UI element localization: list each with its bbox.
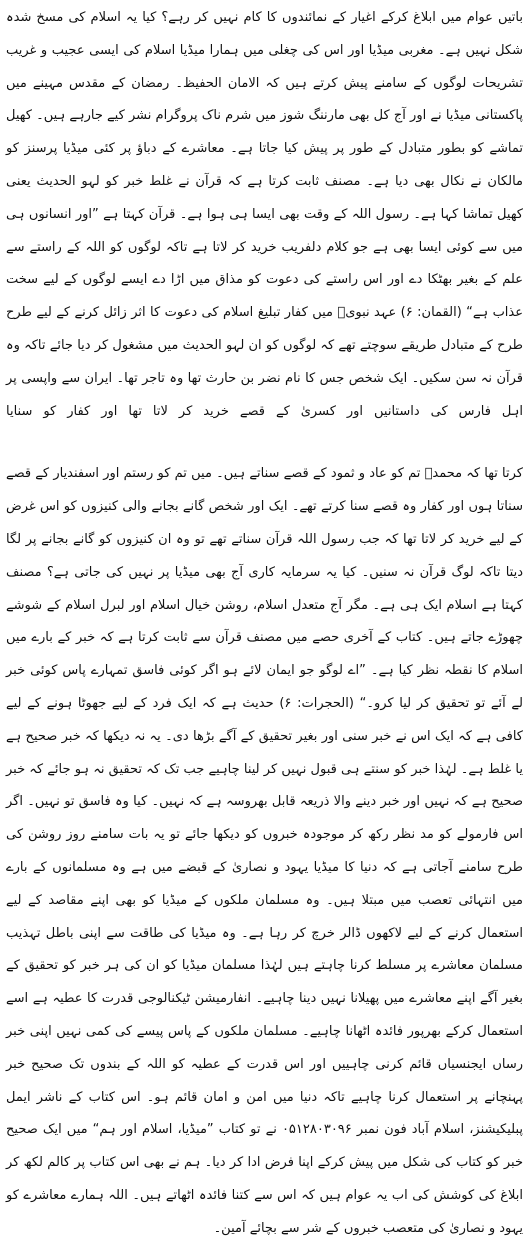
article-page [6,2,524,1236]
article-paragraph-2: کرتا تھا کہ محمدؐ تم کو عاد و ثمود کے قصے سناتے ہیں۔ میں تم کو رستم اور اسفندیار کے قصے سناتا ہوں اور کفار وہ قصے سنا کرتے تھے۔ ایک اور شخص گانے بجانے والی کنیزوں کو اس غرض کے لیے خرید کر لاتا تھا کہ جب رسول اللہ قرآن سناتے تھے تو وہ ان کنیزوں کو گانے بجانے پر لگا دیتا تاکہ لوگ قرآن نہ سنیں۔ کیا یہ سرمایہ کاری آج بھی میڈیا پر نہیں کی جاتی ہے؟ مصنف کہتا ہے اسلام ایک ہی ہے۔ مگر آج متعدل اسلام، روشن خیال اسلام اور لبرل اسلام کے شوشے چھوڑے جاتے ہیں۔ کتاب کے آخری حصے میں مصنف قرآن سے ثابت کرتا ہے کہ خبر کے بارے میں اسلام کا نقطہ نظر کیا ہے۔ ”اے لوگو جو ایمان لائے ہو اگر کوئی فاسق تمہارے پاس کوئی خبر لے آئے تو تحقیق کر لیا کرو۔“ (الحجرات: ۶) حدیث ہے کہ ایک فرد کے لیے جھوٹا ہونے کے لیے کافی ہے کہ ایک اس نے خبر سنی اور بغیر تحقیق کے آگے بڑھا دی۔ یہ نہ دیکھا کہ خبر صحیح ہے یا غلط ہے۔ لہٰذا خبر کو سنتے ہی قبول نہیں کر لینا چاہیے جب تک کہ تحقیق نہ ہو جائے کہ خبر صحیح ہے کہ نہیں اور خبر دینے والا ذریعہ قابل بھروسہ ہے کہ نہیں۔ کیا وہ فاسق تو نہیں۔ اگر اس فارمولے کو مد نظر رکھ کر موجودہ خبروں کو دیکھا جائے تو یہ بات سامنے روز روشن کی طرح سامنے آجاتی ہے کہ دنیا کا میڈیا یہود و نصاریٰ کے قبضے میں ہے وہ مسلمانوں کے بارے میں انتہائی تعصب میں مبتلا ہیں۔ وہ مسلمان ملکوں کے میڈیا کو بھی اپنے مقاصد کے لیے استعمال کرنے کے لیے لاکھوں ڈالر خرچ کر رہا ہے۔ وہ میڈیا کی طاقت سے اپنی باطل تہذیب مسلمان معاشرے پر مسلط کرنا چاہتے ہیں لہٰذا مسلمان میڈیا کو ان کی ہر خبر کو تحقیق کے بغیر آگے اپنے معاشرے میں پھیلانا نہیں دینا چاہیے۔ انفارمیشن ٹیکنالوجی قدرت کا عطیہ ہے اسے استعمال کرکے بھرپور فائدہ اٹھانا چاہیے۔ مسلمان ملکوں کے پاس پیسے کی کمی نہیں اپنی خبر رساں ایجنسیاں قائم کرنی چاہییں اور اس قدرت کے عطیہ کو اللہ کے بندوں تک صحیح خبر پہنچانے پر استعمال کرنا چاہیے تاکہ دنیا میں امن و امان قائم ہو۔ اس کتاب کے ناشر ایمل پبلیکیشنز، اسلام آباد فون نمبر ۰۵۱۲۸۰۳۰۹۶ نے تو کتاب ”میڈیا، اسلام اور ہم“ میں ایک صحیح خبر کو کتاب کی شکل میں پیش کرکے اپنا فرض ادا کر دیا۔ ہم نے بھی اس کتاب پر کالم لکھ کر ابلاغ کی کوشش کی اب یہ عوام ہیں کہ اس سے کتنا فائدہ اٹھاتے ہیں۔ اللہ ہمارے معاشرے کو یہود و نصاریٰ کی متعصب خبروں کے شر سے بچائے آمین۔ [6,466,524,1236]
article-paragraph-1: باتیں عوام میں ابلاغ کرکے اغیار کے نمائندوں کا کام نہیں کر رہے؟ کیا یہ اسلام کی مسخ شدہ شکل نہیں ہے۔ مغربی میڈیا اور اس کی چغلی میں ہمارا میڈیا اسلام کی ایسی عجیب و غریب تشریحات لوگوں کے سامنے پیش کرتے ہیں کہ الامان الحفیظ۔ رمضان کے مقدس مہینے میں پاکستانی میڈیا نے اور آج کل بھی مارننگ شوز میں شرم ناک پروگرام نشر کیے جارہے ہیں۔ کھیل تماشے کو بطور متبادل کے طور پر پیش کیا جاتا ہے۔ معاشرے کے دباؤ پر کئی میڈیا پرسنز کو مالکان نے نکال بھی دیا ہے۔ مصنف ثابت کرتا ہے کہ قرآن نے غلط خبر کو لہو الحدیث یعنی کھیل تماشا کہا ہے۔ رسول اللہ کے وقت بھی ایسا ہی ہوا ہے۔ قرآن کہتا ہے ”اور انسانوں ہی میں سے کوئی ایسا بھی ہے جو کلام دلفریب خرید کر لاتا ہے تاکہ لوگوں کو اللہ کے راستے سے علم کے بغیر بھٹکا دے اور اس راستے کی دعوت کو مذاق میں اڑا دے ایسے لوگوں کے لیے سخت عذاب ہے“ (القمان: ۶) عہد نبویؐ میں کفار تبلیغ اسلام کی دعوت کا اثر زائل کرنے کے لیے طرح طرح کے متبادل طریقے سوچتے تھے کہ لوگوں کو ان لہو الحدیث میں مشغول کر دیا جائے تاکہ وہ قرآن نہ سن سکیں۔ ایک شخص جس کا نام نضر بن حارث تھا وہ تاجر تھا۔ ایران سے واپسی پر اہل فارس کی داستانیں اور کسریٰ کے قصے خرید کر لاتا تھا اور کفار کو سنایا [6,10,524,419]
paragraph-gap [6,428,523,458]
